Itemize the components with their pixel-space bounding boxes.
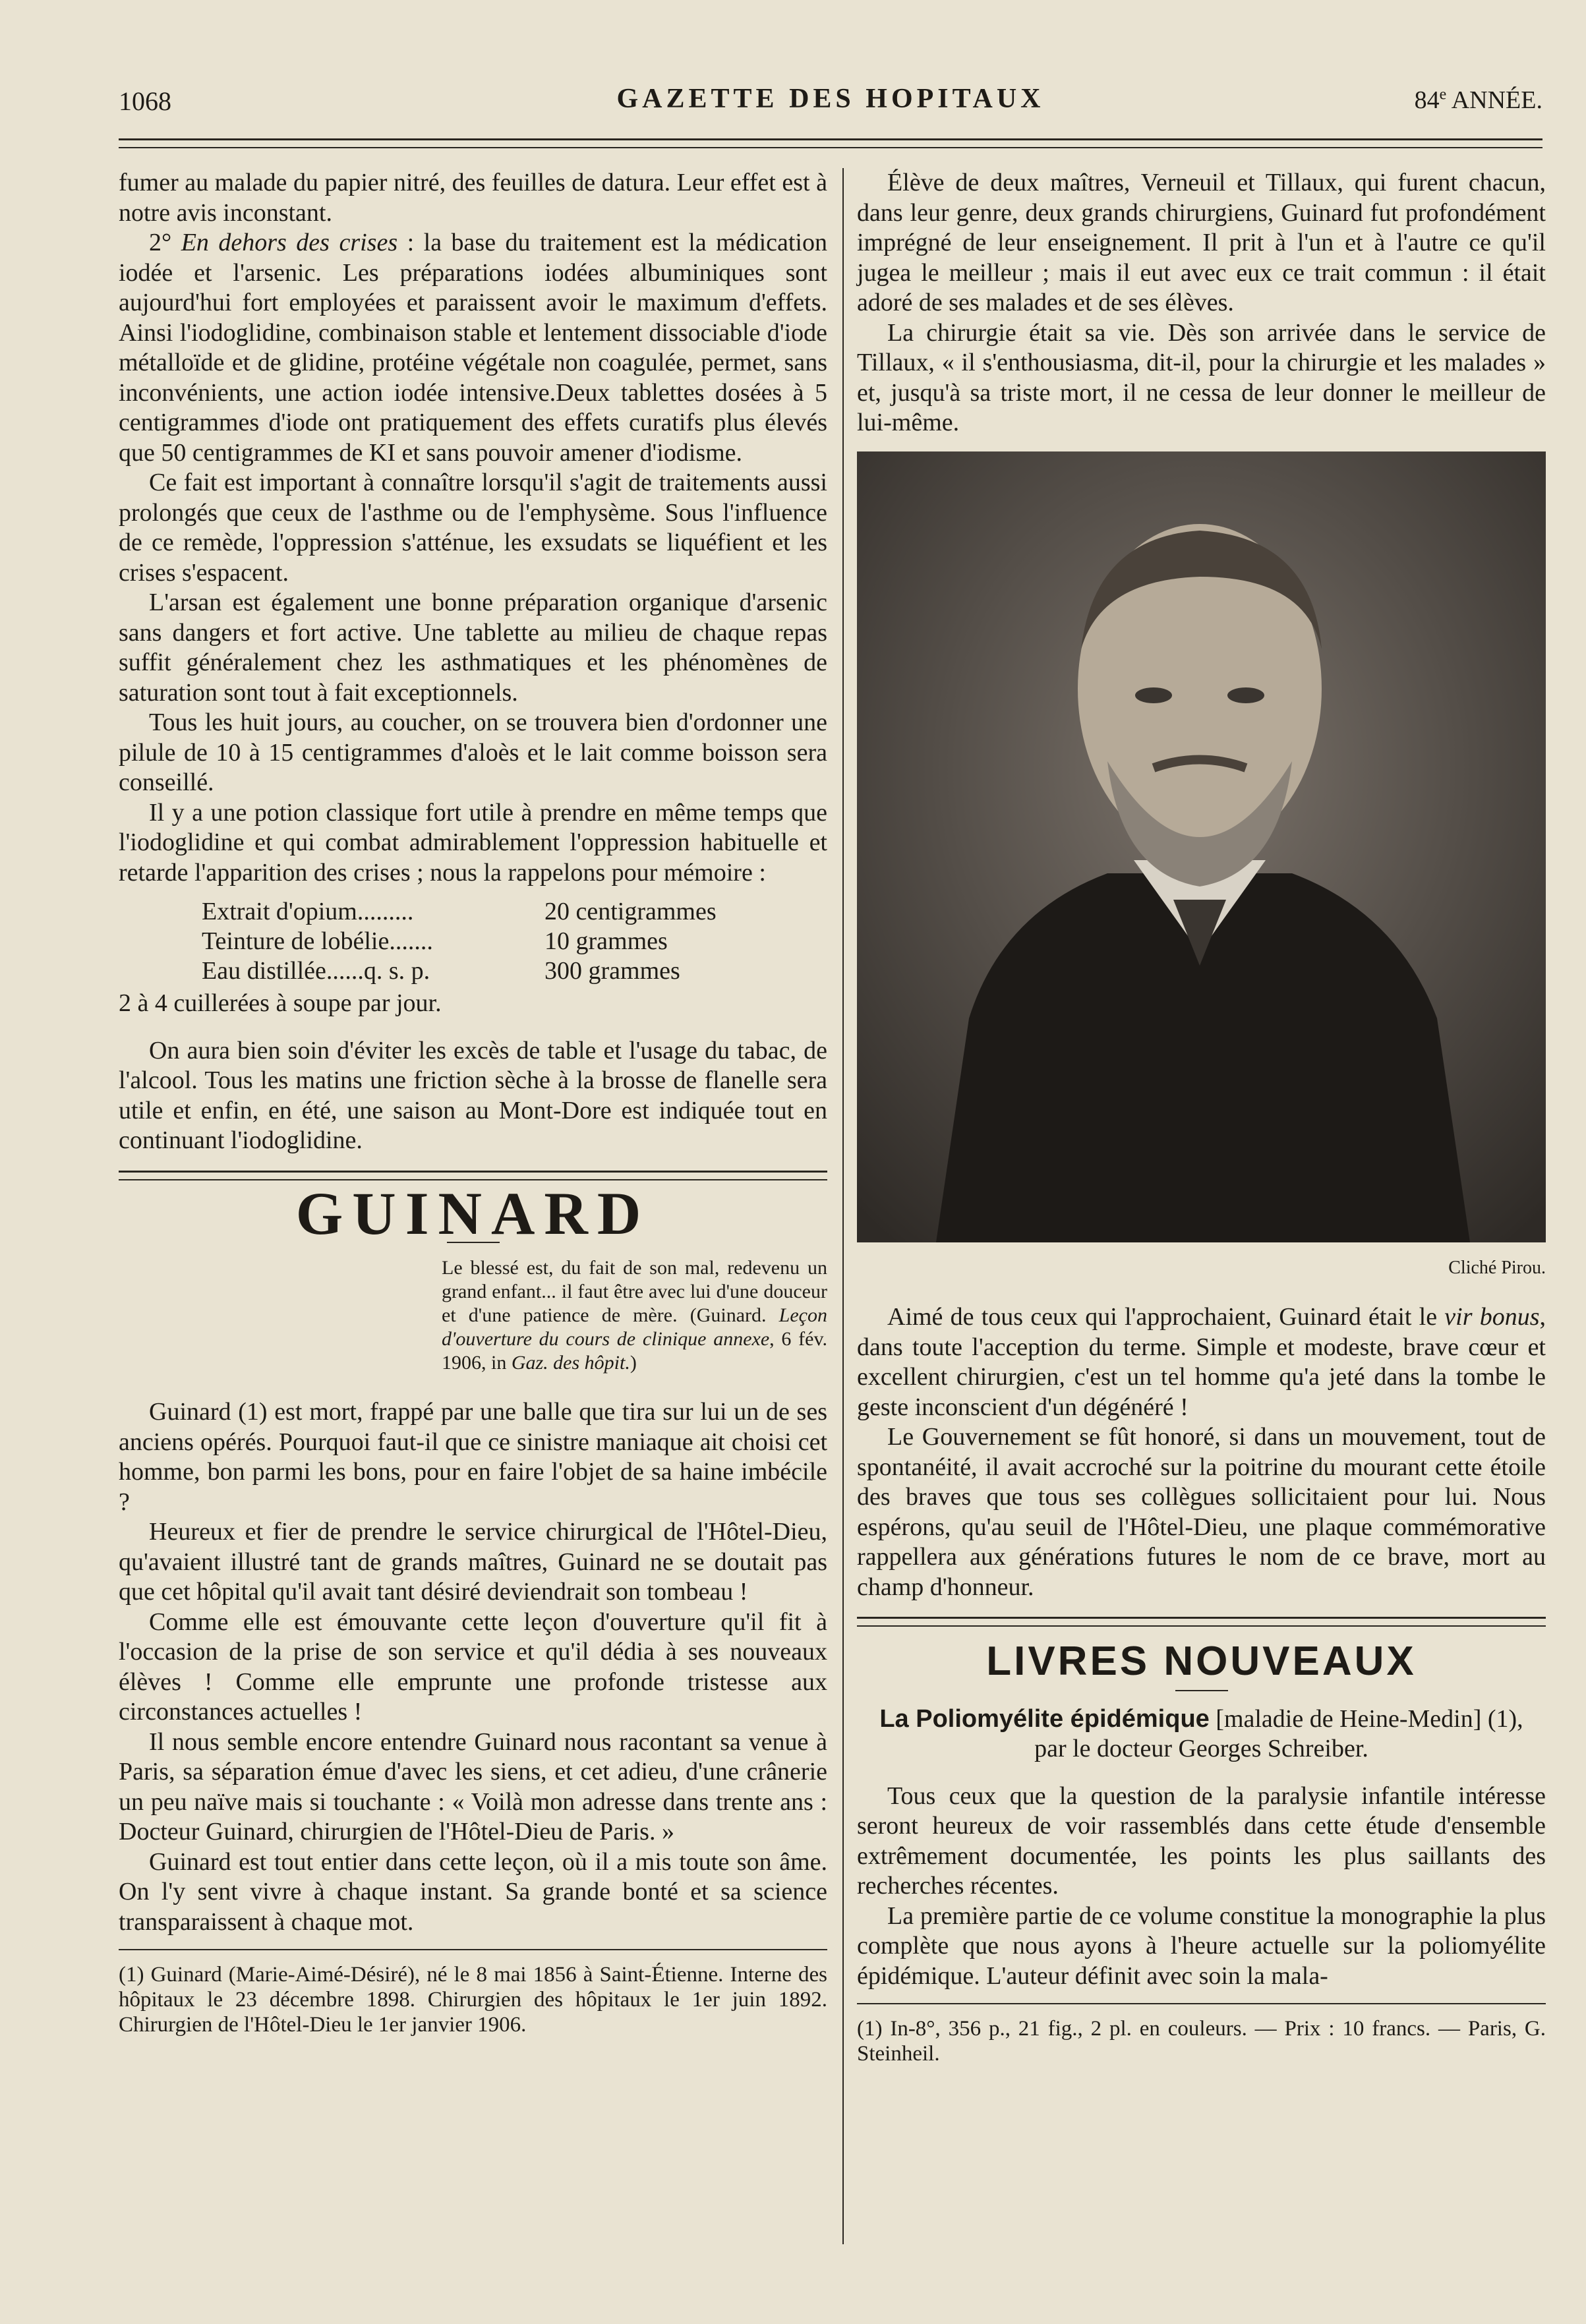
paragraph: Le Gouvernement se fût honoré, si dans un mouvement, tout de spontanéité, il avait accroché sur la poitrine du mourant cette étoile des braves que tous ses collègues sollicitaient pour lui. Nous espérons, qu'au seuil de l'Hôtel-Dieu, une plaque commémorative rappellera aux générations futures le nom de ce brave, mort au champ d'honneur. [857,1423,1546,1601]
paragraph: Tous ceux que la question de la paralysie infantile intéresse seront heureux de voir rassemblés dans cette étude d'ensemble extrêmement documentée, les points les plus saillants des recherches récentes. [857,1782,1546,1900]
epigraph: Le blessé est, du fait de son mal, redevenu un grand enfant... il faut être avec lui d'une douceur et d'une patience de mère. (Guinard. Leçon d'ouverture du cours de clinique annexe, 6 fév. 1906, in Gaz. des hôpit.) [442,1257,827,1374]
recipe-item: Eau distillée......q. s. p. [202,957,430,985]
column-divider [842,168,844,2244]
paragraph: La chirurgie était sa vie. Dès son arrivée dans le service de Tillaux, « il s'enthousiasma, dit-il, pour la chirurgie et les malades » et, jusqu'à sa triste mort, il ne cessa de leur donner le meilleur de lui-même. [857,318,1546,436]
paragraph: Aimé de tous ceux qui l'approchaient, Guinard était le vir bonus, dans toute l'acception du terme. Simple et modeste, brave cœur et excellent chirurgien, c'est un tel homme qu'a jeté dans la tombe le geste inconscient d'un dégénéré ! [857,1303,1546,1421]
title-rule [1175,1690,1228,1691]
paragraph: 2° En dehors des crises : la base du traitement est la médication iodée et l'arsenic. Les préparations iodées albuminiques sont aujourd'hui fort employées et paraissent avoir le maximum d'effets. Ainsi l'iodoglidine, combinaison stable et lentement dissociable d'iode métalloïde et de glidine, protéine végétale non coagulée, permet, sans inconvénients, une action iodée intensive.Deux tablettes dosées à 5 centigrammes d'iode ont pratiquement des effets curatifs plus élevés que 50 centigrammes de KI et sans pouvoir amener d'iodisme. [119,229,827,467]
footnote: (1) In-8°, 356 p., 21 fig., 2 pl. en couleurs. — Prix : 10 francs. — Paris, G. Steinheil. [857,2017,1546,2066]
portrait-photo [857,451,1546,1242]
footnote-rule [857,2003,1546,2004]
section-title: LIVRES NOUVEAUX [986,1639,1417,1684]
recipe-qty: 300 grammes [544,957,680,985]
left-column [119,168,827,2037]
paragraph: L'arsan est également une bonne préparation organique d'arsenic sans dangers et fort active. Une tablette au milieu de chaque repas suffit généralement chez les asthmatiques et les phénomènes de saturation sont tout à fait exceptionnels. [119,589,827,707]
year-label: 84e ANNÉE. [1414,86,1542,114]
paragraph: Comme elle est émouvante cette leçon d'ouverture qu'il fit à l'occasion de la prise de son service et qu'il dédia à ses nouveaux élèves ! Comme elle emprunte une profonde tristesse aux circonstances actuelles ! [119,1608,827,1726]
guinard-title: GUINARD [295,1179,651,1247]
recipe-qty: 10 grammes [544,927,668,955]
paragraph: On aura bien soin d'éviter les excès de table et l'usage du tabac, de l'alcool. Tous les matins une friction sèche à la brosse de flanelle sera utile et enfin, en été, une saison au Mont-Dore est indiquée tout en continuant l'iodoglidine. [119,1036,827,1154]
recipe-item: Extrait d'opium......... [202,898,414,925]
paragraph: Il y a une potion classique fort utile à prendre en même temps que l'iodoglidine et qui combat admirablement l'oppression habituelle et retarde l'apparition des crises ; nous la rappelons pour mémoire : [119,798,827,886]
footnote-rule [119,1949,827,1950]
photo-credit: Cliché Pirou. [1448,1257,1546,1278]
paragraph: Guinard est tout entier dans cette leçon, où il a mis toute son âme. On l'y sent vivre à chaque instant. Sa grande bonté et sa science transparaissent à chaque mot. [119,1847,827,1936]
recipe-table [202,897,827,986]
dosage-line: 2 à 4 cuillerées à soupe par jour. [119,989,442,1017]
right-column [857,168,1546,2066]
book-title: La Poliomyélite épidémique [maladie de Heine-Medin] (1), par le docteur Georges Schreiber. [879,1704,1523,1762]
paragraph: Heureux et fier de prendre le service chirurgical de l'Hôtel-Dieu, qu'avaient illustré tant de grands maîtres, Guinard ne se doutait pas que cet hôpital qu'il avait tant désiré deviendrait son tombeau ! [119,1518,827,1606]
paragraph: Ce fait est important à connaître lorsqu'il s'agit de traitements aussi prolongés que ceux de l'asthme ou de l'emphysème. Sous l'influence de ce remède, l'oppression s'atténue, les exsudats se liquéfient et les crises s'espacent. [119,469,827,587]
recipe-qty: 20 centigrammes [544,898,717,925]
paragraph: fumer au malade du papier nitré, des feuilles de datura. Leur effet est à notre avis inconstant. [119,169,827,227]
page-header [119,79,1542,125]
journal-title: GAZETTE DES HOPITAUX [616,84,1045,114]
recipe-item: Teinture de lobélie....... [202,927,433,955]
paragraph: Élève de deux maîtres, Verneuil et Tillaux, qui furent chacun, dans leur genre, deux grands chirurgiens, Guinard fut profondément imprégné de leur enseignement. Il prit à l'un et à l'autre ce qu'il jugea le meilleur ; mais il eut avec eux ce trait commun : il était adoré de ses malades et de ses élèves. [857,169,1546,316]
page-number: 1068 [119,86,171,116]
paragraph: Guinard (1) est mort, frappé par une balle que tira sur lui un de ses anciens opérés. Pourquoi faut-il que ce sinistre maniaque ait choisi cet homme, bon parmi les bons, pour en faire l'objet de sa haine imbécile ? [119,1398,827,1516]
section-rule [857,1617,1546,1627]
footnote: (1) Guinard (Marie-Aimé-Désiré), né le 8 mai 1856 à Saint-Étienne. Interne des hôpitaux le 23 décembre 1898. Chirurgien des hôpitaux le 1er juin 1892. Chirurgien de l'Hôtel-Dieu le 1er janvier 1906. [119,1963,827,2037]
portrait-illustration [857,451,1546,1242]
section-rule [119,1171,827,1180]
paragraph: La première partie de ce volume constitue la monographie la plus complète que nous ayons à l'heure actuelle sur la poliomyélite épidémique. L'auteur définit avec soin la mala- [857,1902,1546,1990]
paragraph: Tous les huit jours, au coucher, on se trouvera bien d'ordonner une pilule de 10 à 15 centigrammes d'aloès et le lait comme boisson sera conseillé. [119,709,827,796]
paragraph: Il nous semble encore entendre Guinard nous racontant sa venue à Paris, sa séparation émue d'avec les siens, et cet adieu, d'une crânerie un peu naïve mais si touchante : « Voilà mon adresse dans trente ans : Docteur Guinard, chirurgien de l'Hôtel-Dieu de Paris. » [119,1728,827,1845]
header-rule [119,138,1542,148]
